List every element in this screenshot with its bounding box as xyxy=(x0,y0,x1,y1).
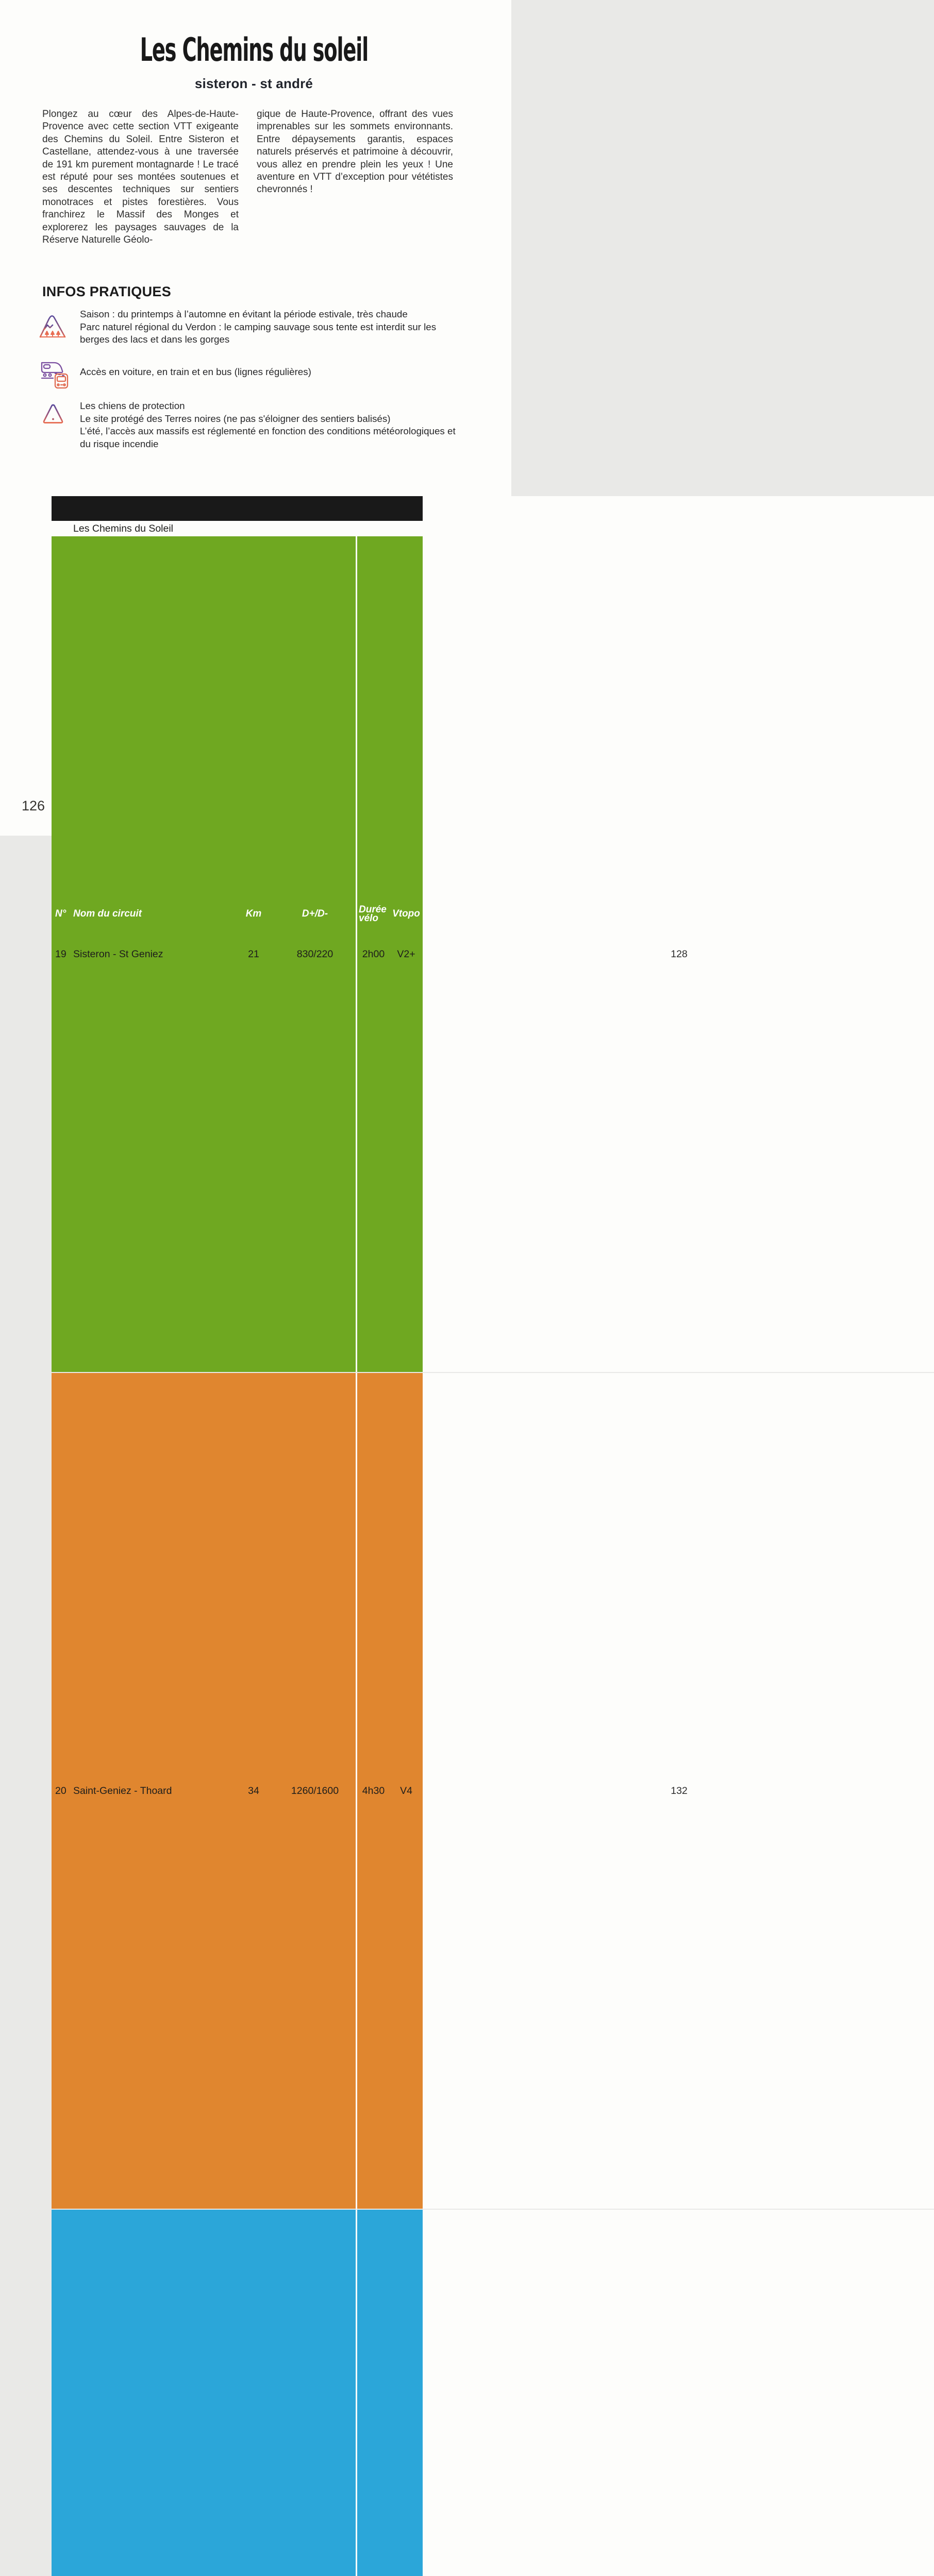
info-item-access xyxy=(80,366,457,379)
header-km: Km xyxy=(245,908,262,919)
cell-num xyxy=(52,2210,73,2576)
table-row xyxy=(52,2210,446,2576)
cell-km xyxy=(233,2210,274,2576)
info-line: Accès en voiture, en train et en bus (lignes régulières) xyxy=(80,366,311,377)
cell-vtopo: V4 xyxy=(400,1785,412,1797)
cell-name xyxy=(73,2210,233,2576)
info-line: L’été, l’accès aux massifs est réglementé en fonction des conditions météorologiques et du risque incendie xyxy=(80,426,456,449)
info-line: Les chiens de protection xyxy=(80,400,185,411)
cell-km: 34 xyxy=(248,1785,259,1797)
cell-num: 20 xyxy=(55,1785,66,1797)
intro-left-column: Plongez au cœur des Alpes-de-Haute-Provence avec cette section VTT exigeante des Chemins du Soleil. Entre Sisteron et Castellane, attendez-vous à une traversée de 191 km purement montagnarde ! Le tracé est réputé pour ses montées soutenues et ses descentes techniques sur sentiers monotraces et pistes forestières. Vous franchirez le Massif des Monges et explorerez les paysages sauvages de la Réserve Naturelle Géolo- xyxy=(42,109,239,246)
intro-paragraph xyxy=(42,108,453,246)
cell-vtopo xyxy=(390,2210,423,2576)
page-number: 126 xyxy=(22,798,45,814)
info-line: Le site protégé des Terres noires (ne pas s'éloigner des sentiers balisés) xyxy=(80,413,391,424)
cell-page xyxy=(423,2210,934,2576)
cell-dplus: 830/220 xyxy=(296,948,333,960)
cell-vtopo: V2+ xyxy=(397,948,415,960)
mountain-park-icon xyxy=(38,310,67,343)
page-title: Les Chemins du soleil xyxy=(140,31,368,69)
cell-dplus: 1260/1600 xyxy=(291,1785,339,1797)
circuits-table xyxy=(52,496,688,2576)
cell-duree: 2h00 xyxy=(356,536,390,1372)
cell-dplus xyxy=(274,2210,356,2576)
info-line: Parc naturel régional du Verdon : le camping sauvage sous tente est interdit sur les berges des lacs et dans les gorges xyxy=(80,321,437,345)
cell-name: Saint-Geniez - Thoard xyxy=(73,1785,172,1797)
cell-duree: 4h30 xyxy=(356,1373,390,2209)
cell-page: 132 xyxy=(423,1373,934,2209)
infos-pratiques-heading: INFOS PRATIQUES xyxy=(42,284,172,299)
info-item-season xyxy=(80,308,457,346)
page-subtitle: sisteron - st andré xyxy=(194,76,313,91)
info-line: Saison : du printemps à l’automne en évitant la période estivale, très chaude xyxy=(80,309,408,319)
header-num: N° xyxy=(55,908,66,919)
train-bus-icon xyxy=(39,357,70,392)
cell-km: 21 xyxy=(248,948,259,960)
intro-right-column: gique de Haute-Provence, offrant des vues imprenables sur les sommets environnants. Entre dépaysements garantis, espaces naturels préservés et patrimoine à découvrir, vous allez en prendre plein les yeux ! Une aventure en VTT d’exception pour vététistes chevronnés ! xyxy=(257,109,453,195)
info-item-warnings xyxy=(80,400,457,450)
header-duree: Durée vélo xyxy=(359,904,387,924)
header-dplus: D+/D- xyxy=(302,908,328,919)
cell-name: Sisteron - St Geniez xyxy=(73,948,163,960)
section-label: Les Chemins du Soleil xyxy=(73,523,174,534)
header-name: Nom du circuit xyxy=(73,908,142,919)
table-row xyxy=(52,1373,688,2209)
warning-icon xyxy=(42,403,64,428)
cell-page: 128 xyxy=(423,536,934,1372)
header-vtopo: Vtopo xyxy=(392,908,420,919)
table-row xyxy=(52,536,688,1372)
cell-duree xyxy=(356,2210,390,2576)
cell-num: 19 xyxy=(55,948,66,960)
